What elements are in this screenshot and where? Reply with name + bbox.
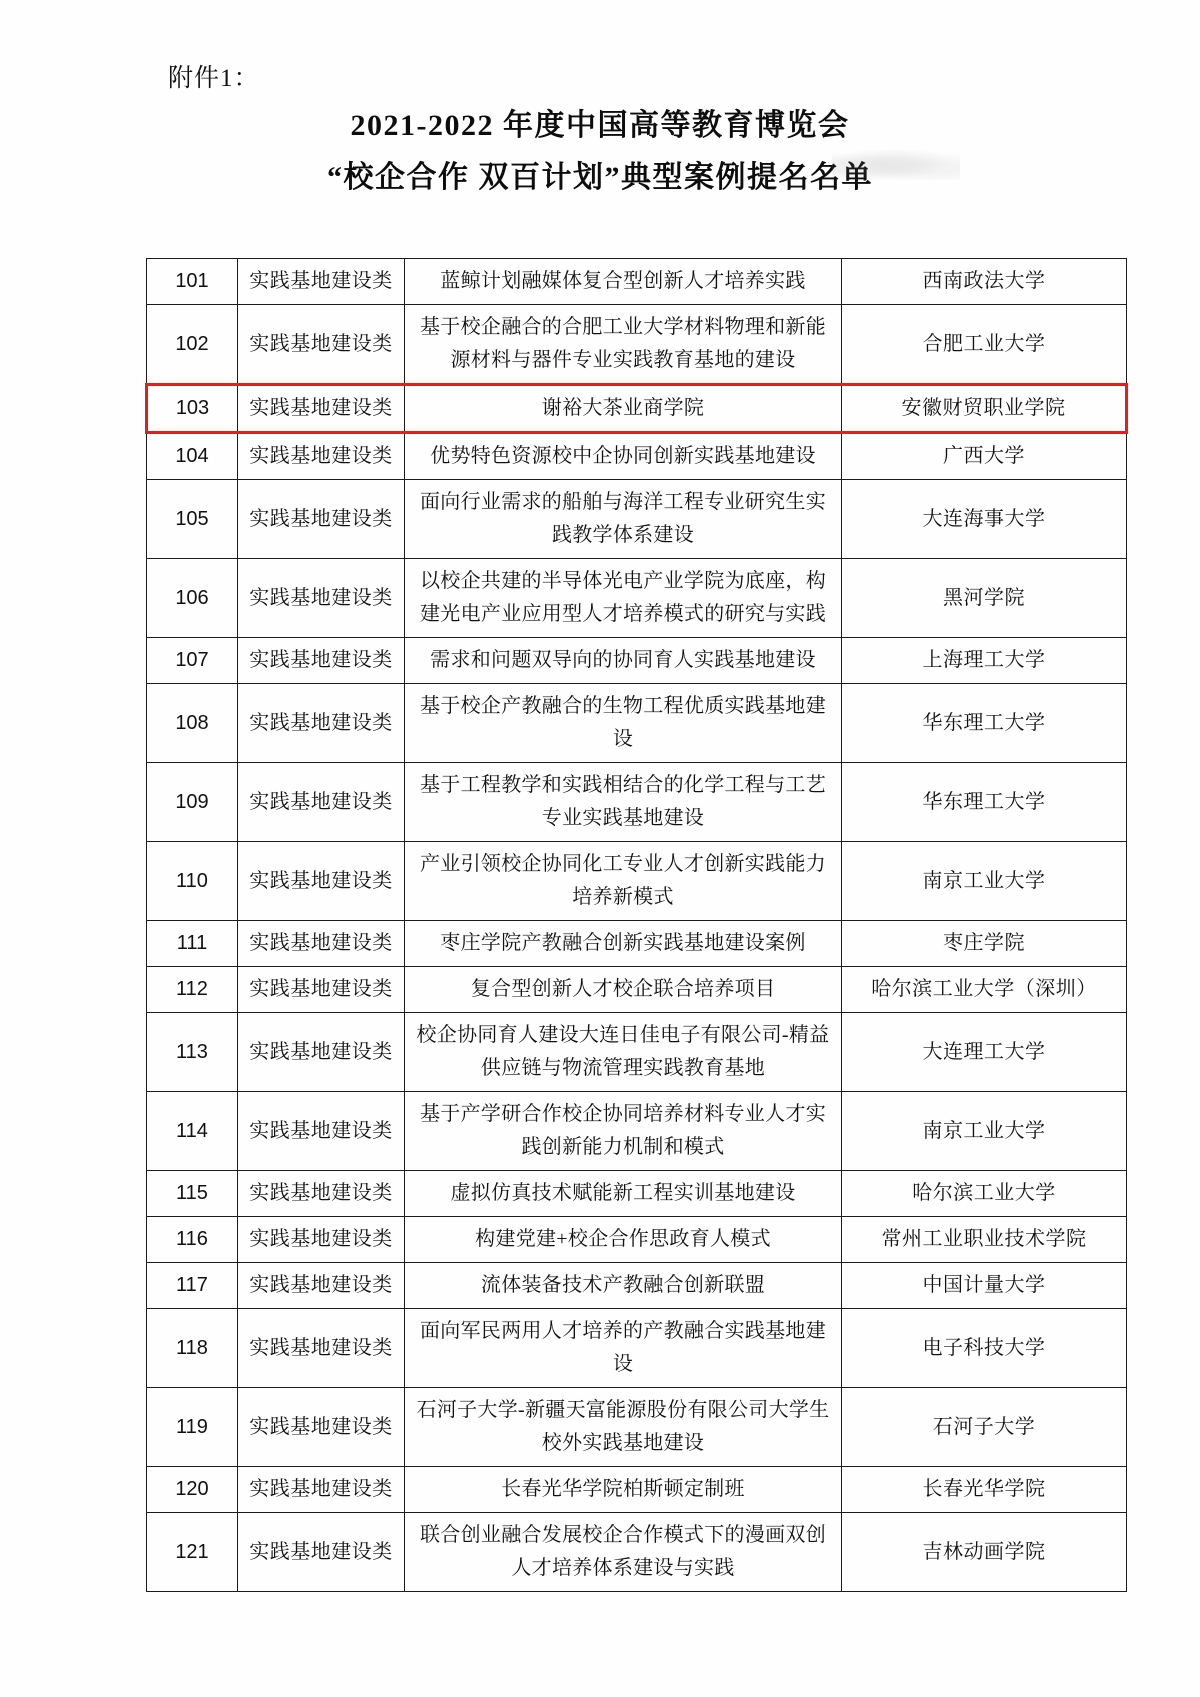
row-number-cell: 113 — [147, 1013, 238, 1092]
row-org-cell: 上海理工大学 — [842, 638, 1127, 684]
row-title-cell: 联合创业融合发展校企合作模式下的漫画双创人才培养体系建设与实践 — [405, 1513, 842, 1592]
nomination-table-body — [147, 259, 1127, 1592]
row-number-cell: 115 — [147, 1171, 238, 1217]
row-title-cell: 校企协同育人建设大连日佳电子有限公司-精益供应链与物流管理实践教育基地 — [405, 1013, 842, 1092]
row-org-cell: 大连海事大学 — [842, 480, 1127, 559]
table-row — [147, 1171, 1127, 1217]
row-org-cell: 常州工业职业技术学院 — [842, 1217, 1127, 1263]
row-category-cell: 实践基地建设类 — [238, 1513, 405, 1592]
table-row — [147, 433, 1127, 480]
row-number-cell: 112 — [147, 967, 238, 1013]
table-row — [147, 559, 1127, 638]
row-org-cell: 石河子大学 — [842, 1388, 1127, 1467]
table-row — [147, 1467, 1127, 1513]
row-category-cell: 实践基地建设类 — [238, 921, 405, 967]
row-title-cell: 石河子大学-新疆天富能源股份有限公司大学生校外实践基地建设 — [405, 1388, 842, 1467]
row-number-cell: 108 — [147, 684, 238, 763]
page-title-line-2: “校企合作 双百计划”典型案例提名名单 — [327, 161, 873, 194]
row-org-cell: 长春光华学院 — [842, 1467, 1127, 1513]
row-number-cell: 107 — [147, 638, 238, 684]
row-category-cell: 实践基地建设类 — [238, 1388, 405, 1467]
row-category-cell: 实践基地建设类 — [238, 1309, 405, 1388]
table-row — [147, 1013, 1127, 1092]
table-row — [147, 638, 1127, 684]
row-category-cell: 实践基地建设类 — [238, 1013, 405, 1092]
row-category-cell: 实践基地建设类 — [238, 433, 405, 480]
row-number-cell: 101 — [147, 259, 238, 305]
row-title-cell: 基于校企融合的合肥工业大学材料物理和新能源材料与器件专业实践教育基地的建设 — [405, 305, 842, 385]
row-org-cell: 电子科技大学 — [842, 1309, 1127, 1388]
table-row — [147, 385, 1127, 433]
row-number-cell: 109 — [147, 763, 238, 842]
row-org-cell: 华东理工大学 — [842, 684, 1127, 763]
row-org-cell: 华东理工大学 — [842, 763, 1127, 842]
table-row — [147, 1263, 1127, 1309]
row-number-cell: 120 — [147, 1467, 238, 1513]
table-row — [147, 967, 1127, 1013]
row-number-cell: 117 — [147, 1263, 238, 1309]
table-row — [147, 480, 1127, 559]
row-number-cell: 105 — [147, 480, 238, 559]
row-number-cell: 103 — [147, 385, 238, 433]
row-org-cell: 广西大学 — [842, 433, 1127, 480]
table-row — [147, 259, 1127, 305]
row-org-cell: 合肥工业大学 — [842, 305, 1127, 385]
row-title-cell: 流体装备技术产教融合创新联盟 — [405, 1263, 842, 1309]
row-number-cell: 116 — [147, 1217, 238, 1263]
row-category-cell: 实践基地建设类 — [238, 967, 405, 1013]
row-org-cell: 哈尔滨工业大学 — [842, 1171, 1127, 1217]
nomination-table — [145, 258, 1128, 1592]
row-category-cell: 实践基地建设类 — [238, 763, 405, 842]
row-org-cell: 吉林动画学院 — [842, 1513, 1127, 1592]
row-title-cell: 优势特色资源校中企协同创新实践基地建设 — [405, 433, 842, 480]
row-title-cell: 长春光华学院柏斯顿定制班 — [405, 1467, 842, 1513]
row-category-cell: 实践基地建设类 — [238, 1092, 405, 1171]
row-category-cell: 实践基地建设类 — [238, 305, 405, 385]
row-title-cell: 需求和问题双导向的协同育人实践基地建设 — [405, 638, 842, 684]
table-row — [147, 763, 1127, 842]
row-number-cell: 111 — [147, 921, 238, 967]
row-category-cell: 实践基地建设类 — [238, 1217, 405, 1263]
row-number-cell: 104 — [147, 433, 238, 480]
row-number-cell: 119 — [147, 1388, 238, 1467]
attachment-label: 附件1： — [168, 65, 260, 92]
row-category-cell: 实践基地建设类 — [238, 259, 405, 305]
row-title-cell: 复合型创新人才校企联合培养项目 — [405, 967, 842, 1013]
table-row — [147, 1388, 1127, 1467]
row-category-cell: 实践基地建设类 — [238, 385, 405, 433]
row-category-cell: 实践基地建设类 — [238, 842, 405, 921]
row-org-cell: 哈尔滨工业大学（深圳） — [842, 967, 1127, 1013]
row-title-cell: 蓝鲸计划融媒体复合型创新人才培养实践 — [405, 259, 842, 305]
row-category-cell: 实践基地建设类 — [238, 559, 405, 638]
row-org-cell: 西南政法大学 — [842, 259, 1127, 305]
table-row — [147, 1309, 1127, 1388]
row-org-cell: 南京工业大学 — [842, 842, 1127, 921]
table-row — [147, 305, 1127, 385]
table-row — [147, 921, 1127, 967]
row-title-cell: 基于校企产教融合的生物工程优质实践基地建设 — [405, 684, 842, 763]
row-org-cell: 黑河学院 — [842, 559, 1127, 638]
row-category-cell: 实践基地建设类 — [238, 480, 405, 559]
table-row — [147, 684, 1127, 763]
row-category-cell: 实践基地建设类 — [238, 1171, 405, 1217]
row-category-cell: 实践基地建设类 — [238, 638, 405, 684]
row-title-cell: 产业引领校企协同化工专业人才创新实践能力培养新模式 — [405, 842, 842, 921]
row-category-cell: 实践基地建设类 — [238, 1467, 405, 1513]
row-title-cell: 谢裕大茶业商学院 — [405, 385, 842, 433]
row-org-cell: 南京工业大学 — [842, 1092, 1127, 1171]
page-title — [0, 100, 1200, 204]
row-title-cell: 基于产学研合作校企协同培养材料专业人才实践创新能力机制和模式 — [405, 1092, 842, 1171]
table-row — [147, 842, 1127, 921]
row-title-cell: 面向军民两用人才培养的产教融合实践基地建设 — [405, 1309, 842, 1388]
row-org-cell: 枣庄学院 — [842, 921, 1127, 967]
row-category-cell: 实践基地建设类 — [238, 1263, 405, 1309]
page-title-line-1: 2021-2022 年度中国高等教育博览会 — [350, 109, 850, 142]
row-number-cell: 106 — [147, 559, 238, 638]
row-org-cell: 大连理工大学 — [842, 1013, 1127, 1092]
row-number-cell: 102 — [147, 305, 238, 385]
row-number-cell: 114 — [147, 1092, 238, 1171]
row-number-cell: 118 — [147, 1309, 238, 1388]
row-title-cell: 以校企共建的半导体光电产业学院为底座，构建光电产业应用型人才培养模式的研究与实践 — [405, 559, 842, 638]
table-row — [147, 1092, 1127, 1171]
row-title-cell: 面向行业需求的船舶与海洋工程专业研究生实践教学体系建设 — [405, 480, 842, 559]
table-row — [147, 1513, 1127, 1592]
table-row — [147, 1217, 1127, 1263]
row-org-cell: 安徽财贸职业学院 — [842, 385, 1127, 433]
row-org-cell: 中国计量大学 — [842, 1263, 1127, 1309]
row-title-cell: 虚拟仿真技术赋能新工程实训基地建设 — [405, 1171, 842, 1217]
row-title-cell: 枣庄学院产教融合创新实践基地建设案例 — [405, 921, 842, 967]
row-number-cell: 121 — [147, 1513, 238, 1592]
row-category-cell: 实践基地建设类 — [238, 684, 405, 763]
row-title-cell: 构建党建+校企合作思政育人模式 — [405, 1217, 842, 1263]
row-title-cell: 基于工程教学和实践相结合的化学工程与工艺专业实践基地建设 — [405, 763, 842, 842]
row-number-cell: 110 — [147, 842, 238, 921]
